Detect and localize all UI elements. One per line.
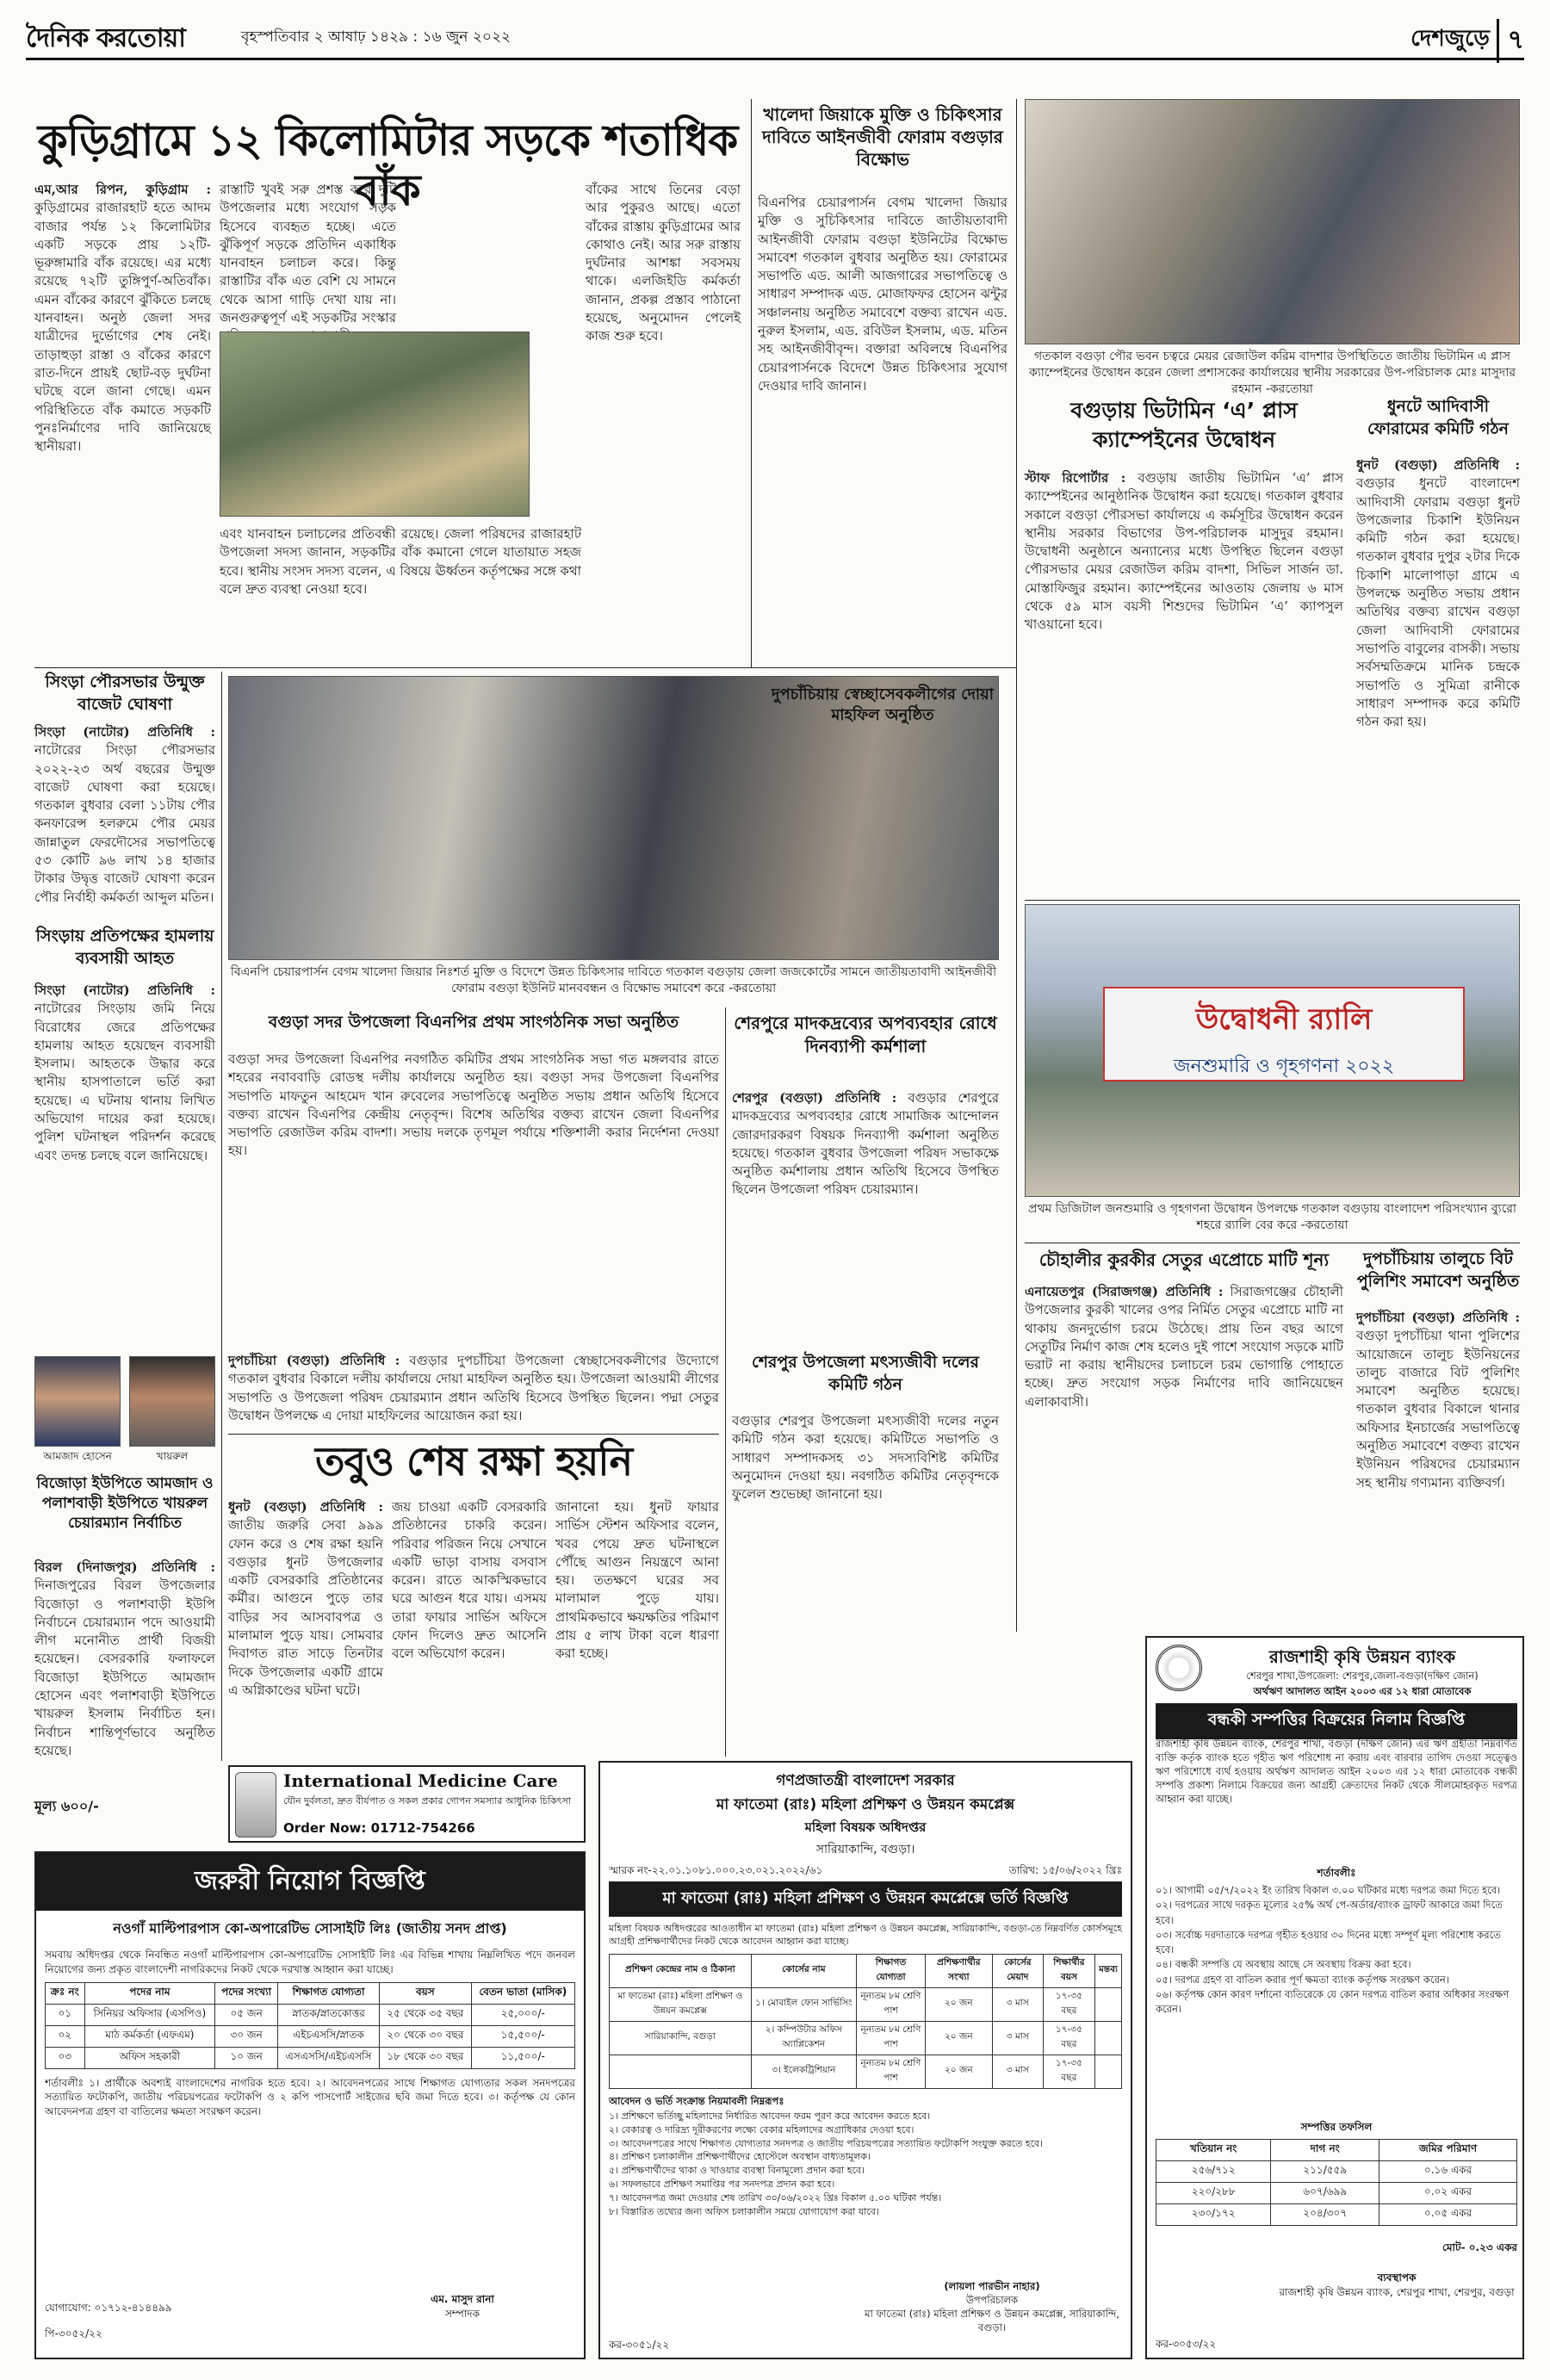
bank-table-header: জমির পরিমাণ: [1380, 2140, 1517, 2161]
photo3-caption-text: প্রথম ডিজিটাল জনশুমারি ও গৃহগণনা উদ্বোধন উপলক্ষে গতকাল বগুড়ায় বাংলাদেশ পরিসংখ্যান ব্যুরো শহরে র‍্যালি বের করে: [1028, 1202, 1516, 1232]
story2-headline: খালেদা জিয়াকে মুক্তি ও চিকিৎসার দাবিতে আইনজীবী ফোরাম বগুড়ার বিক্ষোভ: [762, 104, 1003, 170]
govt-rule-item: ৮। বিস্তারিত তথ্যের জন্য অফিস চলাকালীন সময়ে যোগাযোগ করা যাবে।: [609, 2206, 879, 2218]
bank-law: অর্থঋণ আদালত আইন ২০০৩ এর ১২ ধারা মোতাবেক: [1253, 1685, 1472, 1697]
story12-body: [1356, 1309, 1520, 1623]
medicine-ad-subtitle: যৌন দুর্বলতা, দ্রুত বীর্যপাত ও সকল প্রকার গোপন সমস্যার আধুনিক চিকিৎসা: [283, 1795, 571, 1807]
job-notice-signatory-title: সম্পাদক: [444, 2307, 480, 2320]
story9-text: বগুড়ার দুপচাঁচিয়া উপজেলা স্বেচ্ছাসেবকলীগের উদ্যোগে গতকাল বুধবার বিকালে দলীয় কার্যালয়ে দোয়া মাহফিল অনুষ্ঠিত হয়। উপজেলা আওয়ামী লীগের সভাপতি ও উপজেলা পরিষদ চেয়ারম্যান প্রধান অতিথি হিসেবে উপস্থিত ছিলেন। পদ্মা সেতুর উদ্বোধন উপলক্ষে এ দোয়া মাহফিলের আয়োজন করা হয়।: [228, 1353, 719, 1423]
story1-col3-text: এবং যানবাহন চলাচলের প্রতিবন্ধী রয়েছে। জেলা পরিষদের রাজারহাট উপজেলা সদস্য জানান, সড়কটির বাঁক কমানো গেলে যাতায়াত সহজ হবে। স্থানীয় সংসদ সদস্য বলেন, এ বিষয়ে ঊর্ধ্বতন কর্তৃপক্ষের সঙ্গে কথা বলে দ্রুত ব্যবস্থা নেওয়া হবে।: [220, 526, 581, 597]
story3-byline: স্টাফ রিপোর্টার :: [1025, 470, 1126, 486]
bank-table-cell: ০.১৬ একর: [1380, 2161, 1517, 2183]
job-table-row: [46, 2004, 575, 2025]
bank-term-item: ০৪। বন্ধকী সম্পত্তি যে অবস্থায় আছে সে অবস্থায় বিক্রয় করা হবে।: [1156, 1958, 1411, 1971]
story1-col2: [220, 181, 396, 327]
photo1-caption: [1025, 349, 1520, 396]
job-table-cell: মাঠ কর্মকর্তা (এফএম): [84, 2025, 215, 2047]
govt-table-cell: মা ফাতেমা (রাঃ) মহিলা প্রশিক্ষণ ও উন্নয়ন কমপ্লেক্স: [610, 1987, 752, 2021]
divider-top: [751, 99, 752, 667]
story5-byline: সিংড়া (নাটোর) প্রতিনিধি :: [34, 724, 215, 740]
bank-table-header: দাগ নং: [1271, 2140, 1380, 2161]
story14-portraits: [34, 1356, 215, 1468]
story13-col1-text: জাতীয় জরুরি সেবা ৯৯৯ ফোন করে ও শেষ রক্ষা হয়নি বগুড়ার ধুনট উপজেলার একটি বেসরকারি প্রতিষ্ঠানের কর্মীর। আগুনে পুড়ে তার বাড়ির সব আসবাবপত্র ও মালামাল পুড়ে যায়। সোমবার দিবাগত রাত সাড়ে তিনটার দিকে উপজেলার একটি গ্রামে এ অগ্নিকাণ্ডের ঘটনা ঘটে।: [228, 1517, 383, 1698]
story3-body: [1025, 469, 1343, 896]
page-number: ৭: [1497, 19, 1524, 63]
paper-logo: দৈনিক করতোয়া: [26, 23, 185, 53]
photo3-caption: [1025, 1201, 1520, 1239]
bank-property-table: [1156, 2139, 1517, 2226]
story6-headline: সিংড়ায় প্রতিপক্ষের হামলায় ব্যবসায়ী আহত: [35, 927, 214, 968]
job-notice: [34, 1851, 586, 2359]
govt-table-cell: ১৭-৩৫ বছর: [1043, 1987, 1094, 2021]
story2-body: [758, 194, 1008, 676]
story9-headline: দুপচাঁচিয়ায় স্বেচ্ছাসেবকলীগের দোয়া মাহফিল অনুষ্ঠিত: [772, 685, 994, 725]
medicine-ad-title: International Medicine Care: [283, 1770, 558, 1791]
story6-body: [34, 982, 215, 1343]
bank-term-item: ০২। দরপত্রের সাথে দরকৃত মূল্যের ২৫% অর্থ পে-অর্ডার/ব্যাংক ড্রাফট আকারে জমা দিতে হবে।: [1156, 1899, 1503, 1926]
govt-table-cell: নূন্যতম ৮ম শ্রেণি পাশ: [857, 2055, 926, 2088]
bank-notice-ref: কর-৩০৫৩/২২: [1156, 2338, 1217, 2350]
bank-table-cell: ২০৪/৩০৭: [1271, 2204, 1380, 2226]
census-rally-photo: [1025, 904, 1520, 1197]
govt-notice-table-wrap: [609, 1954, 1122, 2089]
bank-table-cell: ২২০/২৮৮: [1156, 2183, 1271, 2204]
govt-table-cell: ২০ জন: [925, 2021, 992, 2055]
govt-notice-signatory-org: মা ফাতেমা (রাঃ) মহিলা প্রশিক্ষণ ও উন্নয়ন কমপ্লেক্স, সারিয়াকান্দি, বগুড়া।: [865, 2308, 1119, 2334]
govt-notice-signatory-name: (লায়লা পারভীন নাহার): [944, 2280, 1040, 2292]
divider-hr2: [228, 1434, 719, 1435]
govt-table-cell: নূন্যতম ৮ম শ্রেণি পাশ: [857, 1987, 926, 2021]
govt-table-header: শিক্ষাগত যোগ্যতা: [857, 1954, 926, 1987]
story6-text: নাটোরের সিংড়ায় জমি নিয়ে বিরোধের জেরে প্রতিপক্ষের হামলায় আহত হয়েছেন ব্যবসায়ী ইসলাম। আহতকে উদ্ধার করে স্থানীয় হাসপাতালে ভর্তি করা হয়েছে। এ ঘটনায় থানায় লিখিত অভিযোগ দায়ের করা হয়েছে। পুলিশ ঘটনাস্থল পরিদর্শন করেছে এবং তদন্ত চলছে বলে জানিয়েছে।: [34, 1001, 215, 1163]
portrait-khairul-name: খায়রুল: [156, 1450, 189, 1462]
story1-col4: [586, 181, 741, 663]
job-table-cell: সিনিয়র অফিসার (এসপিও): [84, 2004, 215, 2025]
story14-byline: বিরল (দিনাজপুর) প্রতিনিধি :: [34, 1559, 215, 1575]
govt-notice-rules-title: আবেদন ও ভর্তি সংক্রান্ত নিয়মাবলী নিম্নরূপঃ: [609, 2094, 784, 2107]
portrait-khairul: [129, 1356, 215, 1447]
divider-hr4: [1025, 900, 1520, 901]
bank-terms-title: শর্তাবলীঃ: [1317, 1867, 1356, 1879]
govt-table-cell: ৩ মাস: [992, 2021, 1043, 2055]
govt-table-cell: নূন্যতম ৮ম শ্রেণি পাশ: [857, 2021, 926, 2055]
job-table-cell: ১৮ থেকে ৩০ বছর: [380, 2047, 471, 2068]
photo2-caption: [228, 964, 999, 1002]
bank-property-table-wrap: [1156, 2139, 1517, 2226]
bank-notice-title: বন্ধকী সম্পত্তির বিক্রয়ের নিলাম বিজ্ঞপ্তি: [1156, 1703, 1517, 1739]
story5-body: [34, 723, 215, 908]
story4-text: বগুড়ার ধুনটে বাংলাদেশ আদিবাসী ফোরাম বগুড়া ধুনট উপজেলার চিকাশি ইউনিয়ন কমিটি গঠন করা হয়েছে। গতকাল বুধবার দুপুর ২টার দিকে চিকাশি মালোপাড়া গ্রামে এ উপলক্ষে অনুষ্ঠিত সভায় প্রধান অতিথির বক্তব্য রাখেন বগুড়া জেলা আদিবাসী ফোরামের সভাপতি বাবুলের বাসকী। সভায় সর্বসম্মতিক্রমে মানিক চন্দ্রকে সভাপতি ও সুমিত্রা রানীকে সাধারণ সম্পাদক করে কমিটি গঠন করা হয়।: [1356, 475, 1520, 730]
govt-table-cell: সারিয়াকান্দি, বগুড়া: [610, 2021, 752, 2055]
govt-notice-rules: [609, 2110, 1122, 2220]
story8-byline: শেরপুর (বগুড়া) প্রতিনিধি :: [732, 1090, 897, 1106]
story11-text: সিরাজগঞ্জের চৌহালী উপজেলার কুরকী খালের ওপর নির্মিত সেতুর এপ্রোচে মাটি না থাকায় জনদুর্ভোগ চরমে উঠেছে। প্রায় তিন বছর আগে সেতুটির নির্মাণ কাজ শেষ হলেও দুই পাশে সংযোগ সড়কে মাটি ভরাট না করায় স্থানীয়দের চলাচলে চরম ভোগান্তি পোহাতে হচ্ছে। দ্রুত সংযোগ সড়ক নির্মাণের দাবি জানিয়েছেন এলাকাবাসী।: [1025, 1284, 1343, 1410]
job-notice-table-wrap: [45, 1982, 575, 2069]
bank-branch: শেরপুর শাখা,উপজেলা: শেরপুর,জেলা-বগুড়া(দক্ষিণ জোন): [1246, 1670, 1479, 1682]
medicine-ad: [228, 1765, 586, 1843]
story14-body: [34, 1559, 215, 1757]
story1-road-photo: [220, 332, 530, 517]
divider-left: [221, 672, 222, 1761]
story1-col4-text: বাঁকের সাথে তিনের বেড়া আর পুকুরও আছে। এতো বাঁকের রাস্তায় কুড়িগ্রামের আর কোথাও নেই। আর সরু রাস্তায় দুর্ঘটনার আশঙ্কা সবসময় থাকে। এলজিইডি কর্মকর্তা জানান, প্রকল্প প্রস্তাব পাঠানো হয়েছে, অনুমোদন পেলেই কাজ শুরু হবে।: [586, 182, 741, 344]
medicine-ad-price: মূল্য ৬০০/-: [34, 1798, 99, 1814]
bank-terms: [1156, 1883, 1517, 2017]
story13-col3: [555, 1498, 719, 1757]
story10-body: [732, 1412, 999, 1615]
census-banner: [1103, 987, 1465, 1082]
govt-table-cell: ৩। ইলেকট্রিশিয়ান: [751, 2055, 856, 2088]
portrait-amjad-name: আমজাদ হোসেন: [43, 1450, 112, 1462]
job-table-cell: ০৫ জন: [215, 2004, 278, 2025]
job-table-cell: ১১,৫০০/-: [471, 2047, 574, 2068]
job-table-header: শিক্ষাগত যোগ্যতা: [277, 1982, 379, 2004]
job-notice-terms: শর্তাবলীঃ ১। প্রার্থীকে অবশ্যই বাংলাদেশের নাগরিক হতে হবে। ২। আবেদনপত্রের সাথে শিক্ষাগত যোগ্যতার সকল সনদপত্রের সত্যায়িত ফটোকপি, জাতীয় পরিচয়পত্রের ফটোকপি ও ২ কপি পাসপোর্ট সাইজের ছবি জমা দিতে হবে। ৩। কর্তৃপক্ষ যে কোন আবেদনপত্র গ্রহণ বা বাতিলের ক্ষমতা সংরক্ষণ করেন।: [45, 2076, 575, 2118]
story10-text: বগুড়ার শেরপুর উপজেলা মৎস্যজীবী দলের নতুন কমিটি গঠন করা হয়েছে। কমিটিতে সভাপতি ও সাধারণ সম্পাদকসহ ৩১ সদস্যবিশিষ্ট কমিটির অনুমোদন দেওয়া হয়। নবগঠিত কমিটির নেতৃবৃন্দকে ফুলেল শুভেচ্ছা জানানো হয়।: [732, 1413, 999, 1503]
job-table-row: [46, 2025, 575, 2047]
govt-table-cell: [1094, 2055, 1121, 2088]
job-table-header: পদের সংখ্যা: [215, 1982, 278, 2004]
job-table-header: পদের নাম: [84, 1982, 215, 2004]
medicine-ad-phone-label: Order Now:: [283, 1820, 367, 1836]
story5-headline: সিংড়া পৌরসভার উন্মুক্ত বাজেট ঘোষণা: [45, 672, 205, 714]
story4-headline: ধুনটে আদিবাসী ফোরামের কমিটি গঠন: [1367, 397, 1509, 438]
masthead: [26, 15, 1524, 60]
medicine-ad-phone[interactable]: 01712-754266: [370, 1820, 475, 1836]
photo2-caption-text: বিএনপি চেয়ারপার্সন বেগম খালেদা জিয়ার নিঃশর্ত মুক্তি ও বিদেশে উন্নত চিকিৎসার দাবিতে গতকাল বগুড়ায় জেলা জজকোর্টের সামনে জাতীয়তাবাদী আইনজীবী ফোরাম বগুড়া ইউনিট মানববন্ধন ও বিক্ষোভ সমাবেশ করে: [230, 965, 997, 995]
bank-table-cell: ২৩০/১৭২: [1156, 2204, 1271, 2226]
govt-table-cell: [1094, 1987, 1121, 2021]
bank-table-row: [1156, 2183, 1517, 2204]
story5-text: নাটোরের সিংড়া পৌরসভার ২০২২-২৩ অর্থ বছরের উন্মুক্ত বাজেট ঘোষণা করা হয়েছে। গতকাল বুধবার বেলা ১১টায় পৌর কনফারেন্স হলরুমে পৌর মেয়র জান্নাতুল ফেরদৌসের সভাপতিত্বে ৫৩ কোটি ৯৬ লাখ ১৪ হাজার টাকার উদ্বৃত্ত বাজেট ঘোষণা করেন পৌর নির্বাহী কর্মকর্তা আব্দুল মতিন।: [34, 742, 215, 905]
job-table-cell: ০১: [46, 2004, 85, 2025]
bank-term-item: ০১। আগামী ০৫/৭/২০২২ ইং তারিখ বিকাল ৩.০০ ঘটিকার মধ্যে দরপত্র জমা দিতে হবে।: [1156, 1884, 1501, 1896]
govt-table-header: শিক্ষার্থীর বয়স: [1043, 1954, 1094, 1987]
photo2-credit: -করতোয়া: [728, 981, 777, 995]
job-notice-title: জরুরী নিয়োগ বিজ্ঞপ্তি: [36, 1853, 584, 1911]
bank-signatory: [1276, 2271, 1517, 2300]
job-table-row: [46, 2047, 575, 2068]
story10-headline: শেরপুর উপজেলা মৎস্যজীবী দলের কমিটি গঠন: [751, 1353, 980, 1394]
govt-notice-title: মা ফাতেমা (রাঃ) মহিলা প্রশিক্ষণ ও উন্নয়ন কমপ্লেক্সে ভর্তি বিজ্ঞপ্তি: [609, 1881, 1122, 1917]
job-notice-table: [45, 1982, 575, 2069]
story13-col1: [228, 1498, 383, 1757]
story2-text: বিএনপির চেয়ারপার্সন বেগম খালেদা জিয়ার মুক্তি ও সুচিকিৎসার দাবিতে জাতীয়তাবাদী আইনজীবী ফোরাম বগুড়া ইউনিটের বিক্ষোভ সমাবেশ গতকাল বুধবার অনুষ্ঠিত হয়। ফোরামের সভাপতি এড. আলী আজগারের সভাপতিত্বে ও সাধারণ সম্পাদক এড. মোজাফফর হোসেন ঝন্টুর সঞ্চালনায় অনুষ্ঠিত সমাবেশে বক্তব্য রাখেন এড. নুরুল ইসলাম, এড. রবিউল ইসলাম, এড. মতিন সহ আইনজীবীবৃন্দ। বক্তারা অবিলম্বে বিএনপির চেয়ারপার্সনকে বিদেশে উন্নত চিকিৎসার সুযোগ দেওয়ার দাবি জানান।: [758, 195, 1008, 394]
bank-term-item: ০৬। কর্তৃপক্ষ কোন কারণ দর্শানো ব্যতিরেকে যে কোন দরপত্র বাতিল করার অধিকার সংরক্ষণ করেন।: [1156, 1987, 1510, 2015]
govt-rule-item: ৭। আবেদনপত্র জমা দেওয়ার শেষ তারিখ ৩০/০৬/২০২২ খ্রিঃ বিকাল ৫.০০ ঘটিকা পর্যন্ত।: [609, 2192, 942, 2204]
govt-table-cell: ৩ মাস: [992, 1987, 1043, 2021]
govt-notice-table: [609, 1954, 1122, 2089]
bank-notice-intro: রাজশাহী কৃষি উন্নয়ন ব্যাংক, শেরপুর শাখা, বগুড়া (দক্ষিণ জোন) এর ঋণ গ্রহীতা নিম্নবর্ণিত ব্যক্তি কর্তৃক ব্যাংক হতে গৃহীত ঋণ পরিশোধ না করায় এবং বারবার তাগিদ দেওয়া সত্ত্বেও ঋণ পরিশোধে ব্যর্থ হওয়ায় অর্থঋণ আদালত আইন ২০০৩ এর ১২ ধারা মোতাবেক বন্ধকী সম্পত্তি প্রকাশ্য নিলামে বিক্রয়ের জন্য আগ্রহী ক্রেতাদের নিকট থেকে সীলমোহরকৃত দরপত্র আহ্বান করা যাচ্ছে।: [1156, 1738, 1517, 1806]
job-table-header: ক্রঃ নং: [46, 1982, 85, 2004]
vitamin-campaign-photo: [1025, 99, 1520, 344]
section-name: দেশজুড়ে: [1410, 26, 1490, 52]
job-table-header: বয়স: [380, 1982, 471, 2004]
job-table-cell: ১৫,৫০০/-: [471, 2025, 574, 2047]
story3-text: বগুড়ায় জাতীয় ভিটামিন ‘এ’ প্লাস ক্যাম্পেইনের আনুষ্ঠানিক উদ্বোধন করা হয়েছে। গতকাল বুধবার সকালে বগুড়া পৌরসভা কার্যালয়ে এ কর্মসূচির উদ্বোধন করেন স্থানীয় সরকার বিভাগের উপ-পরিচালক মাসুদুর রহমান। উদ্বোধনী অনুষ্ঠানে অন্যান্যের মধ্যে উপস্থিত ছিলেন বগুড়া পৌরসভার মেয়র রেজাউল করিম বাদশা, সিভিল সার্জন ডা. মোস্তাফিজুর রহমান। ক্যাম্পেইনের আওতায় জেলায় ৬ মাস থেকে ৫৯ মাস বয়সী শিশুদের ভিটামিন ‘এ’ ক্যাপসুল খাওয়ানো হবে।: [1025, 470, 1343, 633]
story4-body: [1356, 456, 1520, 896]
job-notice-contact: যোগাযোগ: ০১৭১২-৪১৪৪৯৯: [45, 2302, 172, 2314]
bank-table-header: খতিয়ান নং: [1156, 2140, 1271, 2161]
story13-col3-text: জানানো হয়। ধুনট ফায়ার সার্ভিস স্টেশন অফিসার বলেন, খবর পেয়ে দ্রুত ঘটনাস্থলে পৌঁছে আগুন নিয়ন্ত্রণে আনা হয়। ততক্ষণে ঘরের সব মালামাল পুড়ে যায়। প্রাথমিকভাবে ক্ষয়ক্ষতির পরিমাণ প্রায় ৫ লাখ টাকা বলে ধারণা করা হচ্ছে।: [555, 1499, 719, 1662]
story14-headline: বিজোড়া ইউপিতে আমজাদ ও পলাশবাড়ী ইউপিতে খায়রুল চেয়ারম্যান নির্বাচিত: [36, 1475, 214, 1532]
govt-table-header: প্রশিক্ষণার্থীর সংখ্যা: [925, 1954, 992, 1987]
job-table-cell: ২০ থেকে ৩০ বছর: [380, 2025, 471, 2047]
story13-col2: [392, 1498, 547, 1757]
govt-notice-memo-row: [609, 1863, 1122, 1878]
story8-body: [732, 1089, 999, 1343]
medicine-ad-phone-row: [283, 1820, 580, 1836]
bank-table-cell: ৬০৭/৬৯৯: [1271, 2183, 1380, 2204]
govt-notice-place: সারিয়াকান্দি, বগুড়া।: [815, 1843, 915, 1856]
census-banner-sub: জনশুমারি ও গৃহগণনা ২০২২: [1173, 1056, 1395, 1077]
govt-table-header: কোর্সের নাম: [751, 1954, 856, 1987]
story7-text: বগুড়া সদর উপজেলা বিএনপির নবগঠিত কমিটির প্রথম সাংগঠনিক সভা গত মঙ্গলবার রাতে শহরের নবাববাড়ি রোডস্থ দলীয় কার্যালয়ে অনুষ্ঠিত হয়। বগুড়া সদর উপজেলা বিএনপির সভাপতি মাফতুন আহমেদ খান রুবেলের সভাপতিত্বে অনুষ্ঠিত সভায় প্রধান অতিথি হিসেবে বক্তব্য রাখেন বিএনপির কেন্দ্রীয় নেতৃবৃন্দ। বিশেষ অতিথির বক্তব্য রাখেন জেলা বিএনপির সভাপতি রেজাউল করিম বাদশা। সভায় দলকে তৃণমূল পর্যায়ে শক্তিশালী করার নির্দেশনা দেওয়া হয়।: [228, 1051, 719, 1159]
govt-table-row: [610, 2055, 1122, 2088]
govt-notice-memo: স্মারক নং-২২.০১.১০৮১.০০০.২৩.০২১.২০২২/৬১: [609, 1864, 823, 1876]
job-table-cell: এসএসসি/এইচএসসি: [277, 2047, 379, 2068]
bank-logo-icon: [1156, 1645, 1202, 1691]
story9-body-main: [228, 1352, 719, 1429]
govt-table-cell: ২০ জন: [925, 2055, 992, 2088]
job-table-cell: ২৫ থেকে ৩৫ বছর: [380, 2004, 471, 2025]
job-table-cell: এইচএসসি/স্নাতক: [277, 2025, 379, 2047]
govt-table-row: [610, 1987, 1122, 2021]
govt-table-header: মন্তব্য: [1094, 1954, 1121, 1987]
bank-table-cell: ২১১/৫৫৯: [1271, 2161, 1380, 2183]
story11-headline: চৌহালীর কুরকীর সেতুর এপ্রোচে মাটি শূন্য: [1038, 1249, 1330, 1270]
govt-notice-intro: মহিলা বিষয়ক অধিদপ্তরের আওতাধীন মা ফাতেমা (রাঃ) মহিলা প্রশিক্ষণ ও উন্নয়ন কমপ্লেক্স, সারিয়াকান্দি, বগুড়া-তে নিম্নবর্ণিত কোর্সসমূহে আগ্রহী প্রশিক্ষণার্থীদের নিকট থেকে আবেদন আহ্বান করা যাচ্ছে।: [609, 1922, 1122, 1948]
story1-headline: কুড়িগ্রামে ১২ কিলোমিটার সড়কে শতাধিক বাঁক: [37, 115, 738, 215]
govt-rule-item: ৬। সফলভাবে প্রশিক্ষণ সমাপ্তির পর সনদপত্র প্রদান করা হবে।: [609, 2179, 835, 2191]
bank-term-item: ০৫। দরপত্র গ্রহণ বা বাতিল করার পূর্ণ ক্ষমতা ব্যাংক কর্তৃপক্ষ সংরক্ষণ করেন।: [1156, 1973, 1449, 1986]
govt-table-cell: ১৭-৩৫ বছর: [1043, 2021, 1094, 2055]
job-table-cell: স্নাতক/স্নাতকোত্তর: [277, 2004, 379, 2025]
story13-headline: তবুও শেষ রক্ষা হয়নি: [314, 1438, 633, 1484]
govt-notice-gov: গণপ্রজাতন্ত্রী বাংলাদেশ সরকার: [776, 1772, 955, 1789]
govt-rule-item: ৩। আবেদনপত্রের সাথে শিক্ষাগত যোগ্যতার সনদপত্র ও জাতীয় পরিচয়পত্রের সত্যায়িত ফটোকপি সংযুক্ত করতে হবে।: [609, 2137, 1044, 2149]
story4-byline: ধুনট (বগুড়া) প্রতিনিধি :: [1356, 457, 1520, 473]
govt-notice-ref: কর-৩০৫১/২২: [609, 2339, 670, 2351]
photo3-credit: -করতোয়া: [1300, 1218, 1348, 1232]
story1-col2-text: রাস্তাটি খুবই সরু প্রশস্ত করে দুটি উপজেলার মধ্যে সংযোগ সড়ক হিসেবে ব্যবহৃত হচ্ছে। এতে ঝুঁকিপূর্ণ সড়কে প্রতিদিন একাধিক যানবাহন চলাচল করে। কিন্তু রাস্তাটির বাঁক এত বেশি যে সামনে থেকে আসা গাড়ি দেখা যায় না। জনগুরুত্বপূর্ণ এই সড়কটির সংস্কার: [220, 182, 396, 326]
medicine-bottle-icon: [235, 1772, 276, 1838]
job-table-cell: ০২: [46, 2025, 85, 2047]
govt-table-row: [610, 2021, 1122, 2055]
story7-headline: বগুড়া সদর উপজেলা বিএনপির প্রথম সাংগঠনিক সভা অনুষ্ঠিত: [268, 1013, 679, 1032]
bank-signatory-org: রাজশাহী কৃষি উন্নয়ন ব্যাংক, শেরপুর শাখা, শেরপুর, বগুড়া: [1279, 2285, 1515, 2298]
story6-byline: সিংড়া (নাটোর) প্রতিনিধি :: [34, 982, 215, 998]
story13-col2-text: জয় চাওয়া একটি বেসরকারি প্রতিষ্ঠানের চাকরি করেন। পরিবার পরিজন নিয়ে সেখানে একটি ভাড়া বাসায় বসবাস করেন। রাতে আকস্মিকভাবে ঘরে আগুন ধরে যায়। এসময় তারা ফায়ার সার্ভিস অফিসে ফোন দিলেও দ্রুত আসেনি বলে অভিযোগ করেন।: [392, 1499, 547, 1662]
story13-byline: ধুনট (বগুড়া) প্রতিনিধি :: [228, 1499, 383, 1515]
story14-text: দিনাজপুরের বিরল উপজেলার বিজোড়া ও পলাশবাড়ী ইউপি নির্বাচনে চেয়ারম্যান পদে আওয়ামী লীগ মনোনীত প্রার্থী বিজয়ী হয়েছেন। বেসরকারি ফলাফলে বিজোড়া ইউপিতে আমজাদ হোসেন এবং পলাশবাড়ী ইউপিতে খায়রুল ইসলাম নির্বাচিত হন। নির্বাচন শান্তিপূর্ণভাবে অনুষ্ঠিত হয়েছে।: [34, 1577, 215, 1758]
govt-table-header: প্রশিক্ষণ কেন্দ্রের নাম ও ঠিকানা: [610, 1954, 752, 1987]
job-notice-intro: সমবায় অধিদপ্তর থেকে নিবন্ধিত নওগাঁ মাল্টিপারপাস কো-অপারেটিভ সোসাইটি লিঃ এর বিভিন্ন শাখায় নিম্নলিখিত পদে জনবল নিয়োগের জন্য প্রকৃত বাংলাদেশী নাগরিকদের নিকট থেকে দরখাস্ত আহ্বান করা যাচ্ছে।: [45, 1949, 575, 1975]
govt-table-cell: ৩ মাস: [992, 2055, 1043, 2088]
story11-byline: এনায়েতপুর (সিরাজগঞ্জ) প্রতিনিধি :: [1025, 1284, 1224, 1299]
bank-term-item: ০৩। সর্বোচ্চ দরদাতাকে দরপত্র গৃহীত হওয়ার ৩০ দিনের মধ্যে সম্পূর্ণ মূল্য পরিশোধ করতে হবে।: [1156, 1928, 1501, 1955]
govt-table-cell: ১। মোবাইল ফোন সার্ভিসিং: [751, 1987, 856, 2021]
job-notice-signatory: [346, 2292, 579, 2321]
divider-mid: [725, 1007, 726, 1757]
portrait-amjad: [34, 1356, 121, 1447]
govt-notice-project: মা ফাতেমা (রাঃ) মহিলা প্রশিক্ষণ ও উন্নয়ন কমপ্লেক্স: [716, 1796, 1015, 1813]
bank-table-row: [1156, 2161, 1517, 2183]
story7-body: [228, 1051, 719, 1343]
govt-notice-date: তারিখ: ১৫/০৬/২০২২ খ্রিঃ: [1008, 1864, 1122, 1876]
govt-rule-item: ২। বেকারত্ব ও দারিদ্র্য দূরীকরণের লক্ষ্যে বেকার মহিলাদের অগ্রাধিকার দেওয়া হবে।: [609, 2123, 914, 2135]
bank-table-row: [1156, 2204, 1517, 2226]
divider-hr1: [34, 667, 1016, 668]
job-notice-signatory-name: এম. মাসুদ রানা: [431, 2293, 494, 2305]
story12-byline: দুপচাঁচিয়া (বগুড়া) প্রতিনিধি :: [1356, 1310, 1520, 1325]
govt-notice-dept: মহিলা বিষয়ক অধিদপ্তর: [804, 1819, 927, 1835]
bank-name: রাজশাহী কৃষি উন্নয়ন ব্যাংক: [1268, 1646, 1456, 1667]
govt-table-header: কোর্সের মেয়াদ: [992, 1954, 1043, 1987]
story12-headline: দুপচাঁচিয়ায় তালুচে বিট পুলিশিং সমাবেশ অনুষ্ঠিত: [1356, 1249, 1520, 1291]
bank-table-cell: ২৫৬/৭১২: [1156, 2161, 1271, 2183]
divider-top-right: [1016, 99, 1017, 1632]
job-table-cell: অফিস সহকারী: [84, 2047, 215, 2068]
job-table-cell: ১০ জন: [215, 2047, 278, 2068]
govt-table-cell: ২। কম্পিউটার অফিস অ্যাপ্লিকেশন: [751, 2021, 856, 2055]
job-table-header: বেতন ভাতা (মাসিক): [471, 1982, 574, 2004]
job-table-cell: ২৫,০০০/-: [471, 2004, 574, 2025]
photo1-caption-text: গতকাল বগুড়া পৌর ভবন চত্বরে মেয়র রেজাউল করিম বাদশার উপস্থিতিতে জাতীয় ভিটামিন এ প্লাস ক্যাম্পেইনের উদ্বোধন করেন জেলা প্রশাসকের কার্যালয়ের স্থানীয় সরকারের উপ-পরিচালক মোঃ মাসুদার রহমান: [1028, 350, 1516, 396]
story9-byline: দুপচাঁচিয়া (বগুড়া) প্রতিনিধি :: [228, 1353, 400, 1368]
govt-rule-item: ১। প্রশিক্ষণে ভর্তিচ্ছু মহিলাদের নির্ধারিত আবেদন ফরম পূরণ করে আবেদন করতে হবে।: [609, 2110, 931, 2122]
govt-notice: [598, 1761, 1132, 2359]
govt-notice-signatory-title: উপপরিচালক: [965, 2294, 1019, 2307]
photo1-credit: -করতোয়া: [1265, 381, 1313, 396]
job-table-cell: ০৩: [46, 2047, 85, 2068]
bank-table-cell: ০.০২ একর: [1380, 2183, 1517, 2204]
govt-table-cell: [1094, 2021, 1121, 2055]
job-notice-org: নওগাঁ মাল্টিপারপাস কো-অপারেটিভ সোসাইটি লিঃ (জাতীয় সনদ প্রাপ্ত): [113, 1920, 507, 1937]
story1-byline: এম,আর রিপন, কুড়িগ্রাম :: [34, 182, 211, 197]
bank-table-cell: ০.০৫ একর: [1380, 2204, 1517, 2226]
story1-col1-text: কুড়িগ্রামের রাজারহাট হতে আদম বাজার পর্যন্ত ১২ কিলোমিটার একটি সড়কে প্রায় ১২টি-ভূরুঙ্গামারি বাঁক রয়েছে। এর মধ্যে রয়েছে ৭২টি তুঙ্গিপুর্ণ-অতিবাঁক। এমন বাঁকের কারণে ঝুঁকিতে চলছে যানবাহন। অনুষ্ঠ জেলা সদর যাত্রীদের দুর্ভোগের শেষ নেই। তাড়াহুড়া রাস্তা ও বাঁকের কারণে রাত-দিনে প্রায়ই ছোট-বড় দুর্ঘটনা ঘটছে বলে জানা গেছে। এমন পরিস্থিতিতে বাঁক কমাতে সড়কটি পুনঃনির্মাণের দাবি জানিয়েছে স্থানীয়রা।: [34, 200, 211, 455]
govt-table-cell: ২০ জন: [925, 1987, 992, 2021]
bank-signatory-title: ব্যবস্থাপক: [1377, 2272, 1417, 2284]
govt-rule-item: ৫। প্রশিক্ষণার্থীদের থাকা ও খাওয়ার ব্যবস্থা বিনামূল্যে প্রদান করা হবে।: [609, 2165, 865, 2177]
bank-property-total: মোট- ০.২৩ একর: [1442, 2241, 1517, 2253]
story1-col1: [34, 181, 211, 663]
job-notice-ref: পি-৩০৫২/২২: [45, 2327, 102, 2340]
story8-headline: শেরপুরে মাদকদ্রব্যের অপব্যবহার রোধে দিনব্যাপী কর্মশালা: [734, 1013, 997, 1057]
govt-notice-signatory: [859, 2279, 1125, 2334]
story11-body: [1025, 1283, 1343, 1623]
govt-rule-item: ৪। প্রশিক্ষণ চলাকালীন প্রশিক্ষণার্থীদের হোস্টেলে অবস্থান বাধ্যতামূলক।: [609, 2151, 871, 2163]
story12-text: বগুড়া দুপচাঁচিয়া থানা পুলিশের আয়োজনে তালুচ ইউনিয়নের তালুচ বাজারে বিট পুলিশিং সমাবেশ অনুষ্ঠিত হয়েছে। গতকাল বুধবার বিকালে থানার অফিসার ইনচার্জের সভাপতিত্বে অনুষ্ঠিত সমাবেশে বক্তব্য রাখেন ইউনিয়ন পরিষদের চেয়ারম্যান সহ স্থানীয় গণ্যমান্য ব্যক্তিবর্গ।: [1356, 1328, 1520, 1491]
census-banner-title: উদ্বোধনী র‍্যালি: [1195, 1002, 1373, 1037]
govt-table-cell: ১৭-৩৫ বছর: [1043, 2055, 1094, 2088]
story8-text: বগুড়ার শেরপুরে মাদকদ্রব্যের অপব্যবহার রোধে সামাজিক আন্দোলন জোরদারকরণ বিষয়ক দিনব্যাপী কর্মশালা অনুষ্ঠিত হয়েছে। গতকাল বুধবার উপজেলা পরিষদ সভাকক্ষে অনুষ্ঠিত কর্মশালায় প্রধান অতিথি হিসেবে উপস্থিত ছিলেন উপজেলা পরিষদ চেয়ারম্যান।: [732, 1090, 999, 1198]
job-table-cell: ৩০ জন: [215, 2025, 278, 2047]
date-line: বৃহস্পতিবার ২ আষাঢ় ১৪২৯ : ১৬ জুন ২০২২: [241, 28, 512, 46]
story1-col3: [220, 525, 581, 663]
govt-table-cell: [610, 2055, 752, 2088]
story3-headline: বগুড়ায় ভিটামিন ‘এ’ প্লাস ক্যাম্পেইনের উদ্বোধন: [1070, 398, 1298, 452]
bank-notice: [1145, 1636, 1524, 2359]
bank-property-title: সম্পত্তির তফসিল: [1300, 2121, 1373, 2133]
